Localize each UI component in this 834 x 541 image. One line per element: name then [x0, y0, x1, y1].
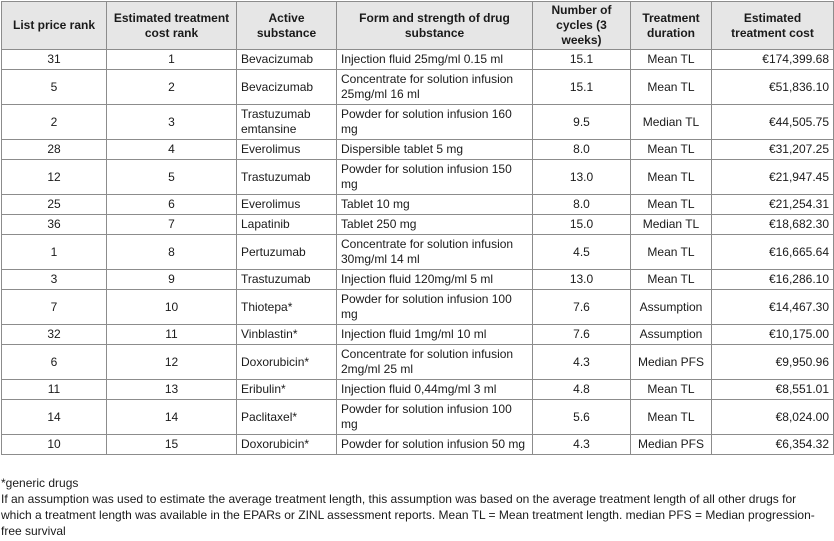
cell-estimated-cost-rank: 4 [107, 140, 237, 160]
cell-number-of-cycles: 15.0 [533, 215, 631, 235]
cell-form-strength: Powder for solution infusion 50 mg [337, 435, 533, 455]
cell-estimated-cost-rank: 6 [107, 195, 237, 215]
cell-active-substance: Trastuzumab [237, 160, 337, 195]
table-row [2, 50, 834, 70]
cell-form-strength: Injection fluid 1mg/ml 10 ml [337, 325, 533, 345]
cell-number-of-cycles: 4.3 [533, 345, 631, 380]
cell-form-strength: Injection fluid 0,44mg/ml 3 ml [337, 380, 533, 400]
cell-estimated-cost-rank: 5 [107, 160, 237, 195]
header-active-substance: Active substance [237, 2, 337, 50]
cell-treatment-duration: Mean TL [631, 380, 712, 400]
cell-active-substance: Trastuzumab emtansine [237, 105, 337, 140]
cell-active-substance: Vinblastin* [237, 325, 337, 345]
cell-estimated-treatment-cost: €6,354.32 [712, 435, 834, 455]
cell-number-of-cycles: 7.6 [533, 325, 631, 345]
cell-form-strength: Powder for solution infusion 150 mg [337, 160, 533, 195]
cell-estimated-treatment-cost: €8,551.01 [712, 380, 834, 400]
cell-active-substance: Bevacizumab [237, 70, 337, 105]
cell-number-of-cycles: 4.5 [533, 235, 631, 270]
cell-number-of-cycles: 15.1 [533, 50, 631, 70]
cell-list-price-rank: 36 [2, 215, 107, 235]
cell-number-of-cycles: 9.5 [533, 105, 631, 140]
cell-number-of-cycles: 7.6 [533, 290, 631, 325]
header-form-strength: Form and strength of drug substance [337, 2, 533, 50]
header-estimated-cost-rank: Estimated treatment cost rank [107, 2, 237, 50]
cell-list-price-rank: 5 [2, 70, 107, 105]
cell-estimated-cost-rank: 3 [107, 105, 237, 140]
header-treatment-duration: Treatment duration [631, 2, 712, 50]
cell-estimated-cost-rank: 8 [107, 235, 237, 270]
cell-list-price-rank: 12 [2, 160, 107, 195]
cell-estimated-cost-rank: 13 [107, 380, 237, 400]
cell-list-price-rank: 25 [2, 195, 107, 215]
cell-estimated-cost-rank: 10 [107, 290, 237, 325]
cell-treatment-duration: Mean TL [631, 140, 712, 160]
table-row [2, 235, 834, 270]
cell-list-price-rank: 11 [2, 380, 107, 400]
cell-estimated-cost-rank: 12 [107, 345, 237, 380]
table-row [2, 105, 834, 140]
cell-number-of-cycles: 13.0 [533, 270, 631, 290]
table-row [2, 195, 834, 215]
cell-treatment-duration: Mean TL [631, 70, 712, 105]
cell-estimated-cost-rank: 7 [107, 215, 237, 235]
cell-estimated-cost-rank: 9 [107, 270, 237, 290]
cell-estimated-treatment-cost: €21,254.31 [712, 195, 834, 215]
cell-treatment-duration: Mean TL [631, 400, 712, 435]
cell-estimated-treatment-cost: €16,286.10 [712, 270, 834, 290]
cell-active-substance: Doxorubicin* [237, 345, 337, 380]
cell-list-price-rank: 3 [2, 270, 107, 290]
cell-number-of-cycles: 4.8 [533, 380, 631, 400]
cell-form-strength: Powder for solution infusion 100 mg [337, 290, 533, 325]
cell-estimated-treatment-cost: €8,024.00 [712, 400, 834, 435]
cell-estimated-treatment-cost: €31,207.25 [712, 140, 834, 160]
cell-list-price-rank: 6 [2, 345, 107, 380]
footnote-assumption: If an assumption was used to estimate the average treatment length, this assumption was based on the average treatment length of all other drugs for which a treatment length was available in the EPARs or ZINL assessment reports. Mean TL = Mean treatment length. median PFS = Median progression-free survival [1, 492, 815, 538]
header-list-price-rank: List price rank [2, 2, 107, 50]
cell-treatment-duration: Assumption [631, 290, 712, 325]
cell-list-price-rank: 32 [2, 325, 107, 345]
cell-active-substance: Bevacizumab [237, 50, 337, 70]
table-row [2, 270, 834, 290]
cell-estimated-treatment-cost: €44,505.75 [712, 105, 834, 140]
cell-treatment-duration: Mean TL [631, 50, 712, 70]
cell-active-substance: Paclitaxel* [237, 400, 337, 435]
cell-treatment-duration: Median PFS [631, 345, 712, 380]
cell-estimated-cost-rank: 2 [107, 70, 237, 105]
cell-active-substance: Everolimus [237, 140, 337, 160]
table-row [2, 215, 834, 235]
table-header-row [2, 2, 834, 50]
treatment-cost-table [1, 1, 834, 455]
cell-form-strength: Concentrate for solution infusion 25mg/ml 16 ml [337, 70, 533, 105]
cell-estimated-treatment-cost: €16,665.64 [712, 235, 834, 270]
cell-list-price-rank: 1 [2, 235, 107, 270]
cell-number-of-cycles: 13.0 [533, 160, 631, 195]
cell-number-of-cycles: 8.0 [533, 140, 631, 160]
cell-active-substance: Pertuzumab [237, 235, 337, 270]
table-row [2, 140, 834, 160]
cell-treatment-duration: Median TL [631, 215, 712, 235]
header-estimated-treatment-cost: Estimated treatment cost [712, 2, 834, 50]
cell-list-price-rank: 2 [2, 105, 107, 140]
cell-estimated-treatment-cost: €21,947.45 [712, 160, 834, 195]
table-row [2, 325, 834, 345]
cell-estimated-treatment-cost: €14,467.30 [712, 290, 834, 325]
table-row [2, 345, 834, 380]
table-row [2, 70, 834, 105]
cell-estimated-cost-rank: 14 [107, 400, 237, 435]
cell-form-strength: Injection fluid 120mg/ml 5 ml [337, 270, 533, 290]
cell-active-substance: Lapatinib [237, 215, 337, 235]
cell-list-price-rank: 14 [2, 400, 107, 435]
table-row [2, 400, 834, 435]
table-row [2, 290, 834, 325]
cell-list-price-rank: 28 [2, 140, 107, 160]
cell-estimated-treatment-cost: €9,950.96 [712, 345, 834, 380]
cell-number-of-cycles: 5.6 [533, 400, 631, 435]
cell-treatment-duration: Mean TL [631, 160, 712, 195]
footnote-generic: *generic drugs [1, 476, 79, 490]
cell-treatment-duration: Mean TL [631, 195, 712, 215]
cell-form-strength: Injection fluid 25mg/ml 0.15 ml [337, 50, 533, 70]
cell-active-substance: Everolimus [237, 195, 337, 215]
cell-number-of-cycles: 4.3 [533, 435, 631, 455]
cell-form-strength: Tablet 10 mg [337, 195, 533, 215]
cell-active-substance: Doxorubicin* [237, 435, 337, 455]
cell-form-strength: Concentrate for solution infusion 30mg/ml 14 ml [337, 235, 533, 270]
cell-form-strength: Tablet 250 mg [337, 215, 533, 235]
cell-estimated-treatment-cost: €18,682.30 [712, 215, 834, 235]
cell-treatment-duration: Mean TL [631, 235, 712, 270]
table-body [2, 50, 834, 455]
table-row [2, 435, 834, 455]
cell-form-strength: Dispersible tablet 5 mg [337, 140, 533, 160]
cell-estimated-treatment-cost: €51,836.10 [712, 70, 834, 105]
cell-treatment-duration: Mean TL [631, 270, 712, 290]
cell-estimated-cost-rank: 15 [107, 435, 237, 455]
cell-list-price-rank: 10 [2, 435, 107, 455]
cell-estimated-treatment-cost: €10,175.00 [712, 325, 834, 345]
table-row [2, 160, 834, 195]
footnotes [1, 475, 827, 539]
cell-treatment-duration: Median PFS [631, 435, 712, 455]
cell-number-of-cycles: 8.0 [533, 195, 631, 215]
cell-estimated-cost-rank: 1 [107, 50, 237, 70]
cell-active-substance: Thiotepa* [237, 290, 337, 325]
table-row [2, 380, 834, 400]
cell-treatment-duration: Median TL [631, 105, 712, 140]
cell-active-substance: Trastuzumab [237, 270, 337, 290]
cell-form-strength: Powder for solution infusion 100 mg [337, 400, 533, 435]
cell-treatment-duration: Assumption [631, 325, 712, 345]
cell-list-price-rank: 31 [2, 50, 107, 70]
cell-list-price-rank: 7 [2, 290, 107, 325]
cell-form-strength: Powder for solution infusion 160 mg [337, 105, 533, 140]
header-number-of-cycles: Number of cycles (3 weeks) [533, 2, 631, 50]
cell-estimated-cost-rank: 11 [107, 325, 237, 345]
cell-number-of-cycles: 15.1 [533, 70, 631, 105]
cell-active-substance: Eribulin* [237, 380, 337, 400]
cell-form-strength: Concentrate for solution infusion 2mg/ml 25 ml [337, 345, 533, 380]
cell-estimated-treatment-cost: €174,399.68 [712, 50, 834, 70]
